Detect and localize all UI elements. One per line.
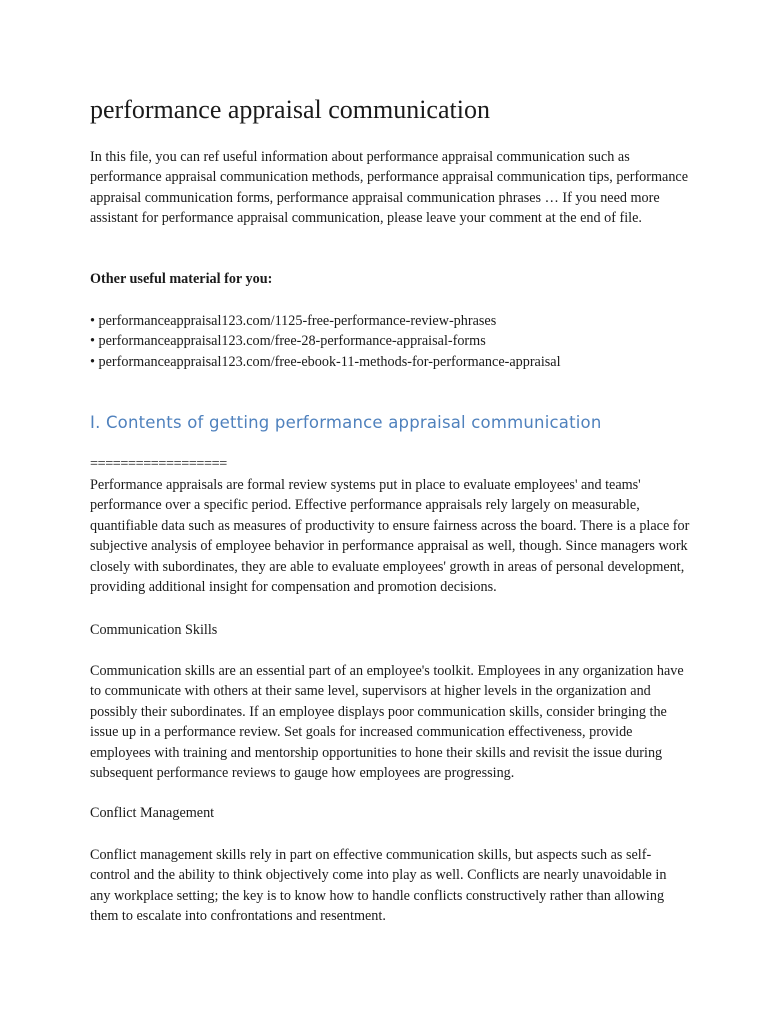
communication-skills-paragraph: Communication skills are an essential part of an employee's toolkit. Employees in any organization have to communicate with others at their same level, supervisors at higher levels in the organization and possibly their subordinates. If an employee displays poor communication skills, consider bringing the issue up in a performance review. Set goals for increased communication effectiveness, provide employees with training and mentorship opportunities to hone their skills and revisit the issue during subsequent performance reviews to gauge how employees are progressing. [90,663,684,782]
useful-links-list [90,311,561,372]
other-material-heading: Other useful material for you: [90,271,273,287]
divider-line: ================== [90,456,227,472]
section-paragraph: Performance appraisals are formal review systems put in place to evaluate employees' and teams' performance over a specific period. Effective performance appraisals rely largely on measurable, quantifiable data such as measures of productivity to ensure fairness across the board. There is a place for subjective analysis of employee behavior in performance appraisal as well, though. Since managers work closely with subordinates, they are able to evaluate employees' growth in areas of personal development, providing additional insight for compensation and promotion decisions. [90,477,690,596]
intro-paragraph: In this file, you can ref useful information about performance appraisal communication such as performance appraisal communication methods, performance appraisal communication tips, performance appraisal communication forms, performance appraisal communication phrases … If you need more assistant for performance appraisal communication, please leave your comment at the end of file. [90,149,689,227]
communication-skills-heading: Communication Skills [90,622,218,638]
section-heading: I. Contents of getting performance appraisal communication [90,413,602,432]
useful-link-item[interactable]: • performanceappraisal123.com/free-28-performance-appraisal-forms [90,333,486,350]
conflict-management-paragraph: Conflict management skills rely in part on effective communication skills, but aspects such as self-control and the ability to think objectively come into play as well. Conflicts are nearly unavoidable in any workplace setting; the key is to know how to handle conflicts constructively rather than allowing them to escalate into confrontations and resentment. [90,847,667,925]
useful-link-item[interactable]: • performanceappraisal123.com/free-ebook-11-methods-for-performance-appraisal [90,353,561,370]
document-title: performance appraisal communication [90,95,490,124]
conflict-management-heading: Conflict Management [90,805,215,821]
useful-link-item[interactable]: • performanceappraisal123.com/1125-free-performance-review-phrases [90,313,497,329]
